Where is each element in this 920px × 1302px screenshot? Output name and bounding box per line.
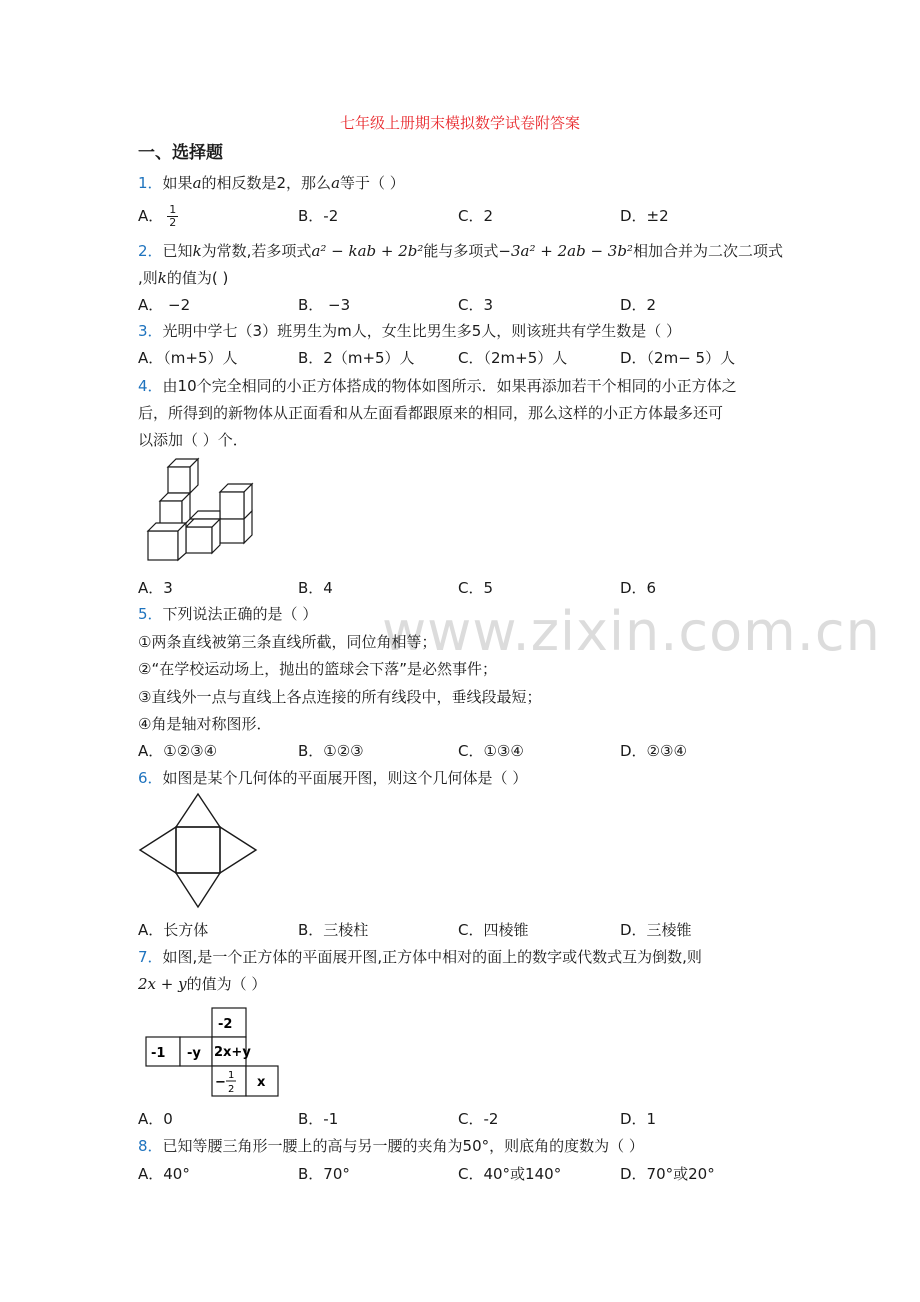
question-1: 1．如果a的相反数是2，那么a等于（ ） — [138, 174, 405, 192]
q1-option-c[interactable]: C．2 — [458, 207, 494, 225]
q5-option-c[interactable]: C．①③④ — [458, 742, 524, 760]
question-6: 6．如图是某个几何体的平面展开图，则这个几何体是（ ） — [138, 769, 528, 787]
q7-option-b[interactable]: B．-1 — [298, 1110, 339, 1128]
net-cell-right: x — [257, 1075, 266, 1090]
q1-option-a[interactable]: A． $\frac{1}{2}$ — [138, 203, 177, 229]
question-5: 5．下列说法正确的是（ ） — [138, 605, 318, 623]
q5-statement-1: ①两条直线被第三条直线所截，同位角相等； — [138, 633, 437, 651]
q2-option-a[interactable]: A． −2 — [138, 296, 191, 314]
q5-statement-4: ④角是轴对称图形． — [138, 715, 272, 733]
q5-statement-3: ③直线外一点与直线上各点连接的所有线段中，垂线段最短； — [138, 688, 542, 706]
net-cell-center: 2x+y — [214, 1045, 251, 1060]
question-2-line-1: 2．已知k为常数,若多项式a² − kab + 2b²能与多项式−3a² + 2ab − 3b²相加合并为二次二项式 — [138, 242, 783, 260]
question-4-line-1: 4．由10个完全相同的小正方体搭成的物体如图所示．如果再添加若干个相同的小正方体之 — [138, 377, 737, 395]
question-7-line-2: 2x + y的值为（ ） — [138, 975, 267, 993]
q4-option-c[interactable]: C．5 — [458, 579, 494, 597]
q8-option-b[interactable]: B．70° — [298, 1165, 350, 1183]
question-4-line-2: 后，所得到的新物体从正面看和从左面看都跟原来的相同，那么这样的小正方体最多还可 — [138, 404, 724, 422]
q7-option-a[interactable]: A．0 — [138, 1110, 173, 1128]
q5-option-a[interactable]: A．①②③④ — [138, 742, 218, 760]
q3-option-a[interactable]: A．（m+5）人 — [138, 349, 238, 367]
question-4-line-3: 以添加（ ）个． — [138, 431, 248, 449]
q7-option-d[interactable]: D．1 — [620, 1110, 657, 1128]
cube-stack-figure — [140, 455, 260, 565]
question-number: 1． — [138, 174, 163, 192]
q3-option-c[interactable]: C．（2m+5）人 — [458, 349, 568, 367]
net-cell-top: -2 — [218, 1017, 233, 1032]
question-3: 3．光明中学七（3）班男生为m人，女生比男生多5人，则该班共有学生数是（ ） — [138, 322, 682, 340]
q8-option-d[interactable]: D．70°或20° — [620, 1165, 715, 1183]
q6-option-a[interactable]: A．长方体 — [138, 921, 209, 939]
q4-option-d[interactable]: D．6 — [620, 579, 657, 597]
q4-option-b[interactable]: B．4 — [298, 579, 333, 597]
net-cell-bottom-den: 2 — [228, 1084, 235, 1095]
cube-net-figure — [140, 1006, 285, 1098]
fraction: $\frac{1}{2}$ — [169, 203, 177, 229]
q5-option-d[interactable]: D．②③④ — [620, 742, 687, 760]
question-7-line-1: 7．如图,是一个正方体的平面展开图,正方体中相对的面上的数字或代数式互为倒数,则 — [138, 948, 702, 966]
watermark: www.zixin.com.cn — [382, 600, 881, 663]
q6-option-d[interactable]: D．三棱锥 — [620, 921, 692, 939]
q8-option-a[interactable]: A．40° — [138, 1165, 190, 1183]
q5-statement-2: ②“在学校运动场上，抛出的篮球会下落”是必然事件； — [138, 660, 497, 678]
q4-option-a[interactable]: A．3 — [138, 579, 173, 597]
page-title: 七年级上册期末模拟数学试卷附答案 — [339, 114, 580, 132]
question-8: 8．已知等腰三角形一腰上的高与另一腰的夹角为50°，则底角的度数为（ ） — [138, 1137, 644, 1155]
q3-option-b[interactable]: B．2（m+5）人 — [298, 349, 415, 367]
q1-option-d[interactable]: D．±2 — [620, 207, 669, 225]
net-cell-left-2: -y — [187, 1046, 201, 1061]
pyramid-net-figure — [138, 792, 260, 910]
net-cell-bottom-num: 1 — [228, 1070, 235, 1081]
question-2-line-2: ,则k的值为( ) — [138, 269, 229, 287]
net-cell-left-1: -1 — [151, 1046, 166, 1061]
net-cell-bottom-sign: − — [215, 1075, 226, 1090]
q8-option-c[interactable]: C．40°或140° — [458, 1165, 562, 1183]
section-heading: 一、选择题 — [138, 143, 223, 163]
q1-option-b[interactable]: B．-2 — [298, 207, 339, 225]
q3-option-d[interactable]: D．（2m− 5）人 — [620, 349, 736, 367]
q2-option-d[interactable]: D．2 — [620, 296, 657, 314]
q2-option-b[interactable]: B． −3 — [298, 296, 351, 314]
q2-option-c[interactable]: C．3 — [458, 296, 494, 314]
q5-option-b[interactable]: B．①②③ — [298, 742, 364, 760]
q6-option-c[interactable]: C．四棱锥 — [458, 921, 529, 939]
q6-option-b[interactable]: B．三棱柱 — [298, 921, 369, 939]
q7-option-c[interactable]: C．-2 — [458, 1110, 499, 1128]
